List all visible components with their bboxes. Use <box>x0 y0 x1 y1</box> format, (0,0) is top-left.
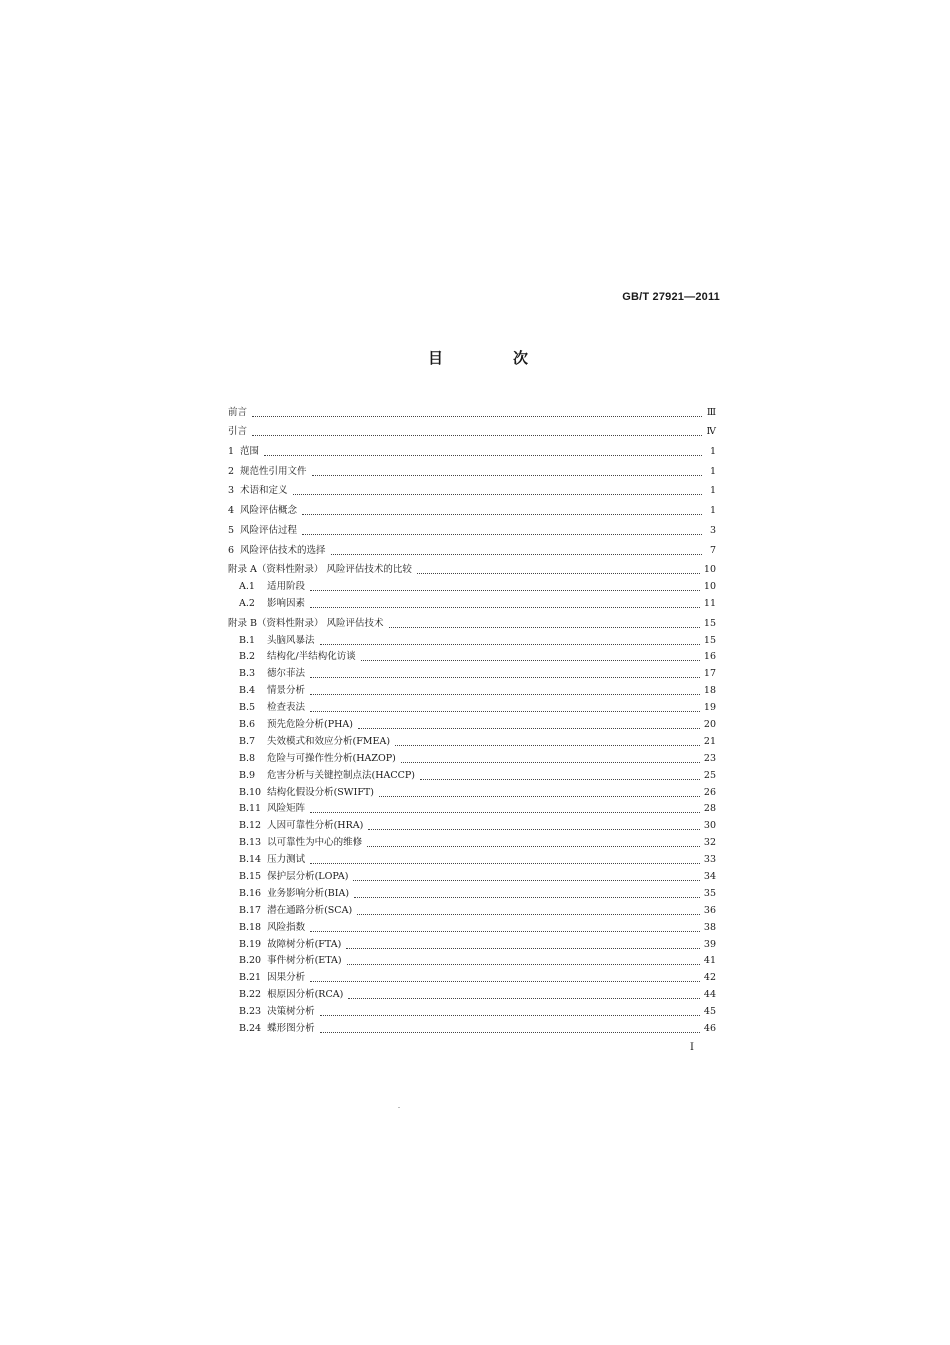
toc-entry-page: 42 <box>703 972 716 984</box>
toc-entry-number: 2 <box>228 465 235 477</box>
toc-entry[interactable] <box>228 782 716 799</box>
toc-entry-page: 39 <box>703 938 716 950</box>
toc-entry[interactable] <box>228 663 716 680</box>
toc-entry-title: 检查表法 <box>267 702 306 714</box>
toc-entry-title: 故障树分析(FTA) <box>267 938 342 950</box>
toc-entry-page: 28 <box>703 803 716 815</box>
toc-dot-leader <box>264 452 702 456</box>
toc-entry-number: B.22 <box>239 989 262 1001</box>
toc-entry[interactable] <box>228 866 716 883</box>
toc-entry-page: 7 <box>709 544 716 556</box>
toc-entry-title: 以可靠性为中心的维修 <box>267 837 363 849</box>
toc-entry[interactable] <box>228 748 716 765</box>
toc-entry-page: 32 <box>703 837 716 849</box>
toc-entry-title: 业务影响分析(BIA) <box>267 887 350 899</box>
toc-entry-page: 10 <box>703 581 716 593</box>
toc-entry-title: 适用阶段 <box>267 581 306 593</box>
toc-entry-title: 因果分析 <box>267 972 306 984</box>
toc-entry-title: 术语和定义 <box>240 485 288 497</box>
toc-dot-leader <box>358 725 700 729</box>
toc-dot-leader <box>401 759 700 763</box>
toc-entry-number: B.13 <box>239 837 262 849</box>
toc-entry-title: 风险评估技术的选择 <box>240 544 326 556</box>
toc-entry[interactable] <box>228 697 716 714</box>
toc-entry-page: 45 <box>703 1006 716 1018</box>
toc-entry-page: 46 <box>703 1023 716 1035</box>
table-of-contents <box>228 399 716 1035</box>
toc-entry[interactable] <box>228 917 716 934</box>
toc-dot-leader <box>302 531 702 535</box>
toc-dot-leader <box>417 570 700 574</box>
toc-entry-page: 25 <box>703 769 716 781</box>
toc-entry-number: B.10 <box>239 786 262 798</box>
toc-entry-title: 引言 <box>228 426 248 438</box>
toc-dot-leader <box>354 894 700 898</box>
toc-entry[interactable] <box>228 630 716 647</box>
toc-entry-title: 情景分析 <box>267 685 306 697</box>
toc-entry-title: 危害分析与关键控制点法(HACCP) <box>267 769 415 781</box>
toc-entry[interactable] <box>228 478 716 498</box>
toc-entry-page: 36 <box>703 904 716 916</box>
toc-entry[interactable] <box>228 883 716 900</box>
toc-entry[interactable] <box>228 765 716 782</box>
toc-entry-page: 1 <box>709 505 716 517</box>
toc-entry-title: 失效模式和效应分析(FMEA) <box>267 735 391 747</box>
toc-entry-title: 预先危险分析(PHA) <box>267 719 353 730</box>
scan-speck <box>398 1107 400 1108</box>
toc-entry-page: 19 <box>703 702 716 714</box>
toc-dot-leader <box>310 928 700 932</box>
toc-dot-leader <box>252 432 702 436</box>
toc-dot-leader <box>346 945 700 949</box>
toc-entry[interactable] <box>228 967 716 984</box>
toc-entry-title: 结构化假设分析(SWIFT) <box>267 786 374 798</box>
toc-entry-title: 附录 A（资料性附录） 风险评估技术的比较 <box>228 564 412 576</box>
toc-entry-number: B.15 <box>239 871 262 883</box>
toc-entry[interactable] <box>228 399 716 419</box>
toc-dot-leader <box>302 511 702 515</box>
toc-entry-title: 人因可靠性分析(HRA) <box>267 820 364 832</box>
toc-dot-leader <box>252 413 702 417</box>
toc-entry-number: B.16 <box>239 887 262 899</box>
toc-entry[interactable] <box>228 537 716 557</box>
toc-entry[interactable] <box>228 419 716 439</box>
toc-entry-page: 38 <box>703 921 716 933</box>
toc-entry-title: 结构化/半结构化访谈 <box>267 651 356 663</box>
toc-entry-number: B.3 <box>239 668 256 680</box>
toc-dot-leader <box>310 978 700 982</box>
page-number: I <box>690 1042 694 1053</box>
toc-entry-page: 26 <box>703 786 716 798</box>
toc-dot-leader <box>357 911 700 915</box>
toc-entry[interactable] <box>228 610 716 630</box>
toc-entry-number: B.5 <box>239 702 256 714</box>
toc-dot-leader <box>353 877 699 881</box>
toc-entry-number: B.6 <box>239 719 256 730</box>
toc-entry-number: B.2 <box>239 651 256 663</box>
toc-dot-leader <box>389 624 700 628</box>
toc-entry-title: 风险评估概念 <box>240 505 298 517</box>
toc-entry-number: B.23 <box>239 1006 262 1018</box>
toc-dot-leader <box>361 657 700 661</box>
toc-title-char-1: 目 <box>428 349 444 367</box>
toc-entry[interactable] <box>228 576 716 593</box>
toc-entry-number: B.11 <box>239 803 262 815</box>
toc-entry-page: 1 <box>709 465 716 477</box>
toc-entry[interactable] <box>228 593 716 610</box>
toc-entry[interactable] <box>228 517 716 537</box>
toc-entry-page: 41 <box>703 955 716 967</box>
toc-entry[interactable] <box>228 900 716 917</box>
toc-entry-number: B.12 <box>239 820 262 832</box>
toc-entry-page: 35 <box>703 887 716 899</box>
toc-entry-number: 5 <box>228 524 235 536</box>
toc-entry-title: 范围 <box>240 446 260 458</box>
toc-entry-title: 风险评估过程 <box>240 524 298 536</box>
toc-dot-leader <box>348 995 700 999</box>
toc-entry-page: 1 <box>709 446 716 458</box>
toc-entry[interactable] <box>228 731 716 748</box>
toc-dot-leader <box>331 551 702 555</box>
toc-dot-leader <box>310 708 700 712</box>
toc-entry-page: 30 <box>703 820 716 832</box>
toc-entry[interactable] <box>228 832 716 849</box>
toc-entry-number: B.1 <box>239 634 256 646</box>
toc-entry-title: 风险指数 <box>267 921 306 933</box>
toc-entry-title: 事件树分析(ETA) <box>267 955 342 967</box>
toc-dot-leader <box>310 674 700 678</box>
toc-entry-title: 影响因素 <box>267 597 306 609</box>
toc-dot-leader <box>395 742 700 746</box>
toc-entry-number: B.4 <box>239 685 256 697</box>
toc-dot-leader <box>310 604 700 608</box>
toc-entry-number: B.20 <box>239 955 262 967</box>
toc-entry[interactable] <box>228 1018 716 1035</box>
toc-entry-title: 潜在通路分析(SCA) <box>267 904 353 916</box>
toc-entry-number: B.17 <box>239 904 262 916</box>
toc-entry-number: B.24 <box>239 1023 262 1035</box>
toc-entry-page: 15 <box>703 617 716 629</box>
toc-entry-number: A.1 <box>239 581 255 593</box>
toc-entry[interactable] <box>228 557 716 577</box>
toc-entry-page: 44 <box>703 989 716 1001</box>
toc-entry-title: 前言 <box>228 406 248 418</box>
toc-title <box>428 347 528 369</box>
toc-entry-page: Ⅳ <box>706 426 716 438</box>
toc-entry-number: 4 <box>228 505 235 517</box>
toc-dot-leader <box>347 961 700 965</box>
toc-entry[interactable] <box>228 815 716 832</box>
toc-entry[interactable] <box>228 951 716 968</box>
toc-entry-page: 3 <box>709 524 716 536</box>
toc-entry-page: 23 <box>703 752 716 764</box>
toc-entry-number: B.19 <box>239 938 262 950</box>
toc-entry-title: 规范性引用文件 <box>240 465 307 477</box>
toc-dot-leader <box>310 587 700 591</box>
toc-entry-number: B.7 <box>239 735 256 747</box>
toc-entry[interactable] <box>228 799 716 816</box>
toc-dot-leader <box>312 472 702 476</box>
toc-entry-title: 压力测试 <box>267 854 306 866</box>
toc-entry-page: 1 <box>709 485 716 497</box>
toc-entry-page: 11 <box>703 597 716 609</box>
toc-dot-leader <box>293 491 702 495</box>
toc-entry-number: B.21 <box>239 972 262 984</box>
toc-entry-title: 风险矩阵 <box>267 803 306 815</box>
toc-dot-leader <box>420 776 700 780</box>
toc-entry[interactable] <box>228 714 716 731</box>
toc-entry-page: 10 <box>703 564 716 576</box>
toc-entry[interactable] <box>228 1001 716 1018</box>
toc-entry-title: 决策树分析 <box>267 1006 315 1018</box>
toc-dot-leader <box>379 793 700 797</box>
toc-entry-title: 蝶形图分析 <box>267 1023 315 1035</box>
toc-entry-number: 3 <box>228 485 235 497</box>
toc-dot-leader <box>320 1029 700 1033</box>
toc-entry-number: B.8 <box>239 752 256 764</box>
toc-dot-leader <box>320 1012 700 1016</box>
toc-entry-title: 附录 B（资料性附录） 风险评估技术 <box>228 617 384 629</box>
toc-entry-number: B.18 <box>239 921 262 933</box>
toc-entry-title: 危险与可操作性分析(HAZOP) <box>267 752 396 764</box>
toc-entry-page: 20 <box>703 719 716 730</box>
toc-entry-number: 6 <box>228 544 235 556</box>
toc-entry-number: B.14 <box>239 854 262 866</box>
toc-entry-page: 15 <box>703 634 716 646</box>
toc-entry-page: Ⅲ <box>706 406 716 418</box>
toc-entry-title: 德尔菲法 <box>267 668 306 680</box>
toc-dot-leader <box>310 860 700 864</box>
toc-entry[interactable] <box>228 438 716 458</box>
toc-entry[interactable] <box>228 984 716 1001</box>
toc-entry-page: 33 <box>703 854 716 866</box>
toc-entry-page: 18 <box>703 685 716 697</box>
toc-entry-number: B.9 <box>239 769 256 781</box>
toc-entry-title: 保护层分析(LOPA) <box>267 871 349 883</box>
toc-dot-leader <box>368 826 700 830</box>
toc-dot-leader <box>367 843 700 847</box>
toc-entry-page: 34 <box>703 871 716 883</box>
toc-entry-number: 1 <box>228 446 235 458</box>
toc-entry-number: A.2 <box>239 597 255 609</box>
toc-entry-title: 头脑风暴法 <box>267 634 315 646</box>
toc-entry-page: 17 <box>703 668 716 680</box>
document-code: GB/T 27921—2011 <box>622 291 720 303</box>
toc-dot-leader <box>310 809 700 813</box>
toc-title-char-2: 次 <box>512 349 528 367</box>
toc-entry-page: 21 <box>703 735 716 747</box>
toc-entry[interactable] <box>228 680 716 697</box>
toc-entry-page: 16 <box>703 651 716 663</box>
toc-entry-title: 根原因分析(RCA) <box>267 989 344 1001</box>
toc-dot-leader <box>310 691 700 695</box>
toc-dot-leader <box>320 641 700 645</box>
toc-entry[interactable] <box>228 647 716 664</box>
toc-entry[interactable] <box>228 849 716 866</box>
toc-entry[interactable] <box>228 497 716 517</box>
toc-entry[interactable] <box>228 458 716 478</box>
toc-entry[interactable] <box>228 934 716 951</box>
